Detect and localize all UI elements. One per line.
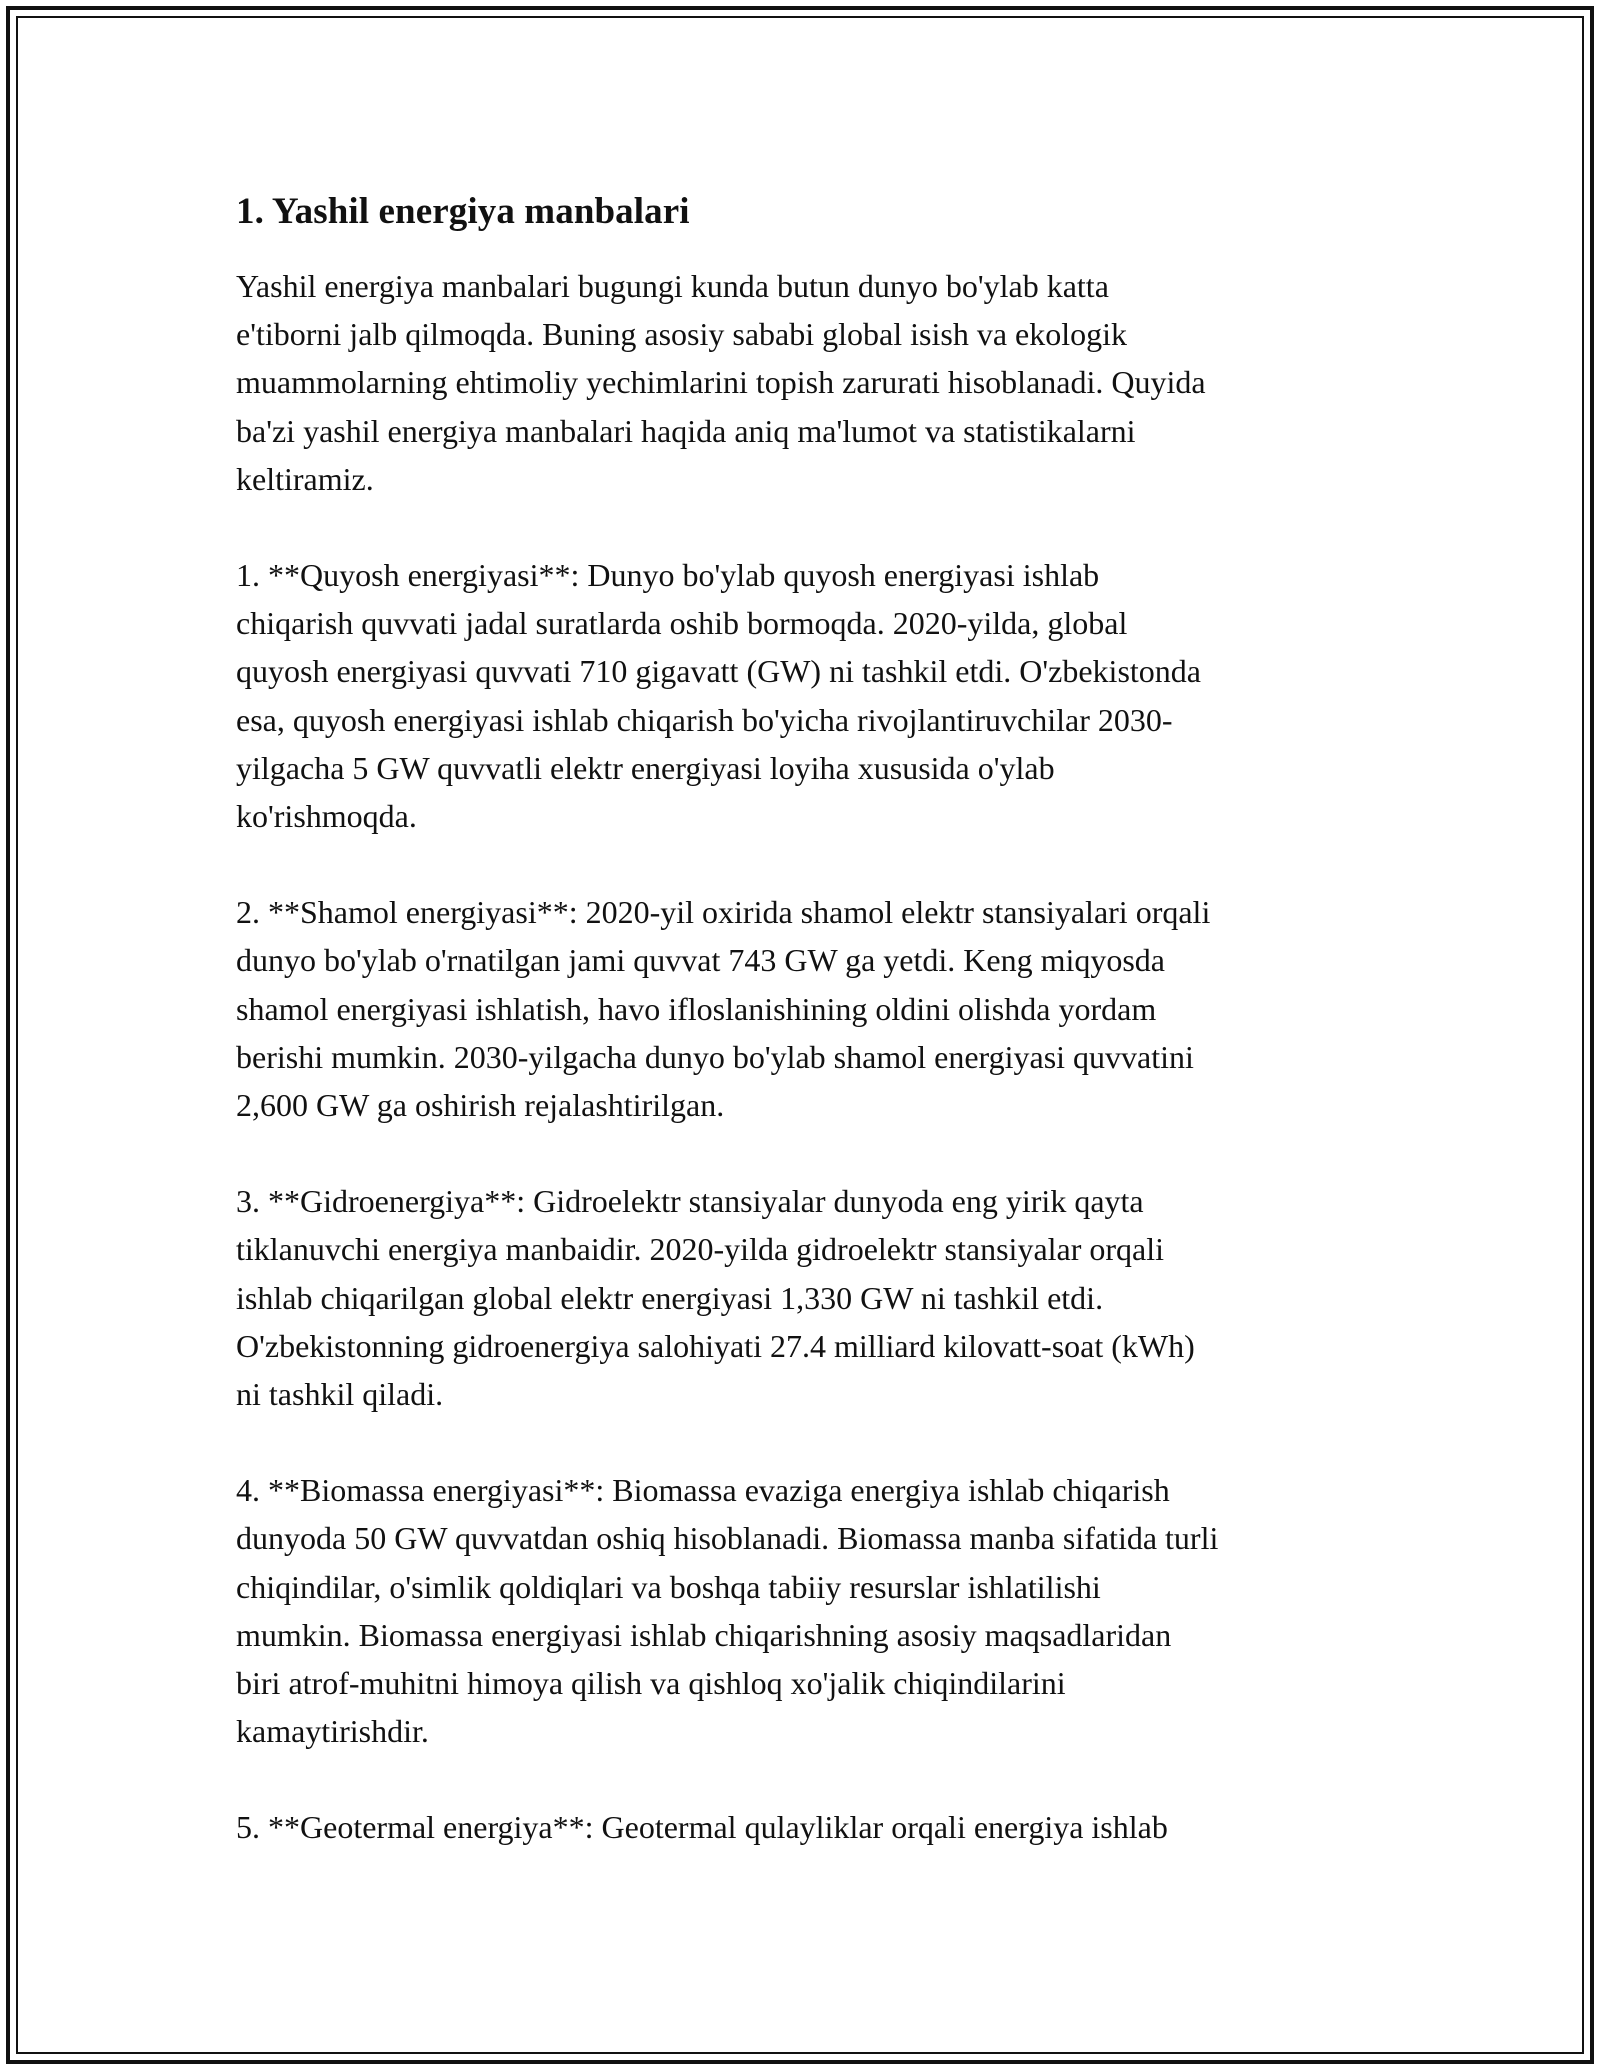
document-body xyxy=(236,188,1366,1900)
paragraph-biomass-energy: 4. **Biomassa energiyasi**: Biomassa evaziga energiya ishlab chiqarish dunyoda 50 GW quvvatdan oshiq hisoblanadi. Biomassa manba sifatida turli chiqindilar, o'simlik qoldiqlari va boshqa tabiiy resurslar ishlatilishi mumkin. Biomassa energiyasi ishlab chiqarishning asosiy maqsadlaridan biri atrof-muhitni himoya qilish va qishloq xo'jalik chiqindilarini kamaytirishdir. xyxy=(236,1472,1219,1750)
document-title: 1. Yashil energiya manbalari xyxy=(236,191,690,232)
paragraph-hydro-energy: 3. **Gidroenergiya**: Gidroelektr stansiyalar dunyoda eng yirik qayta tiklanuvchi energiya manbaidir. 2020-yilda gidroelektr stansiyalar orqali ishlab chiqarilgan global elektr energiyasi 1,330 GW ni tashkil etdi. O'zbekistonning gidroenergiya salohiyati 27.4 milliard kilovatt-soat (kWh) ni tashkil qiladi. xyxy=(236,1183,1195,1413)
paragraph-solar-energy: 1. **Quyosh energiyasi**: Dunyo bo'ylab quyosh energiyasi ishlab chiqarish quvvati jadal suratlarda oshib bormoqda. 2020-yilda, global quyosh energiyasi quvvati 710 gigavatt (GW) ni tashkil etdi. O'zbekistonda esa, quyosh energiyasi ishlab chiqarish bo'yicha rivojlantiruvchilar 2030- yilgacha 5 GW quvvatli elektr energiyasi loyiha xususida o'ylab ko'rishmoqda. xyxy=(236,557,1201,835)
paragraph-geothermal-energy: 5. **Geotermal energiya**: Geotermal qulayliklar orqali energiya ishlab xyxy=(236,1809,1168,1846)
intro-paragraph: Yashil energiya manbalari bugungi kunda butun dunyo bo'ylab katta e'tiborni jalb qilmoqda. Buning asosiy sababi global isish va ekologik muammolarning ehtimoliy yechimlarini topish zarurati hisoblanadi. Quyida ba'zi yashil energiya manbalari haqida aniq ma'lumot va statistikalarni keltiramiz. xyxy=(236,268,1206,497)
paragraph-wind-energy: 2. **Shamol energiyasi**: 2020-yil oxirida shamol elektr stansiyalari orqali dunyo bo'ylab o'rnatilgan jami quvvat 743 GW ga yetdi. Keng miqyosda shamol energiyasi ishlatish, havo ifloslanishining oldini olishda yordam berishi mumkin. 2030-yilgacha dunyo bo'ylab shamol energiyasi quvvatini 2,600 GW ga oshirish rejalashtirilgan. xyxy=(236,894,1211,1124)
